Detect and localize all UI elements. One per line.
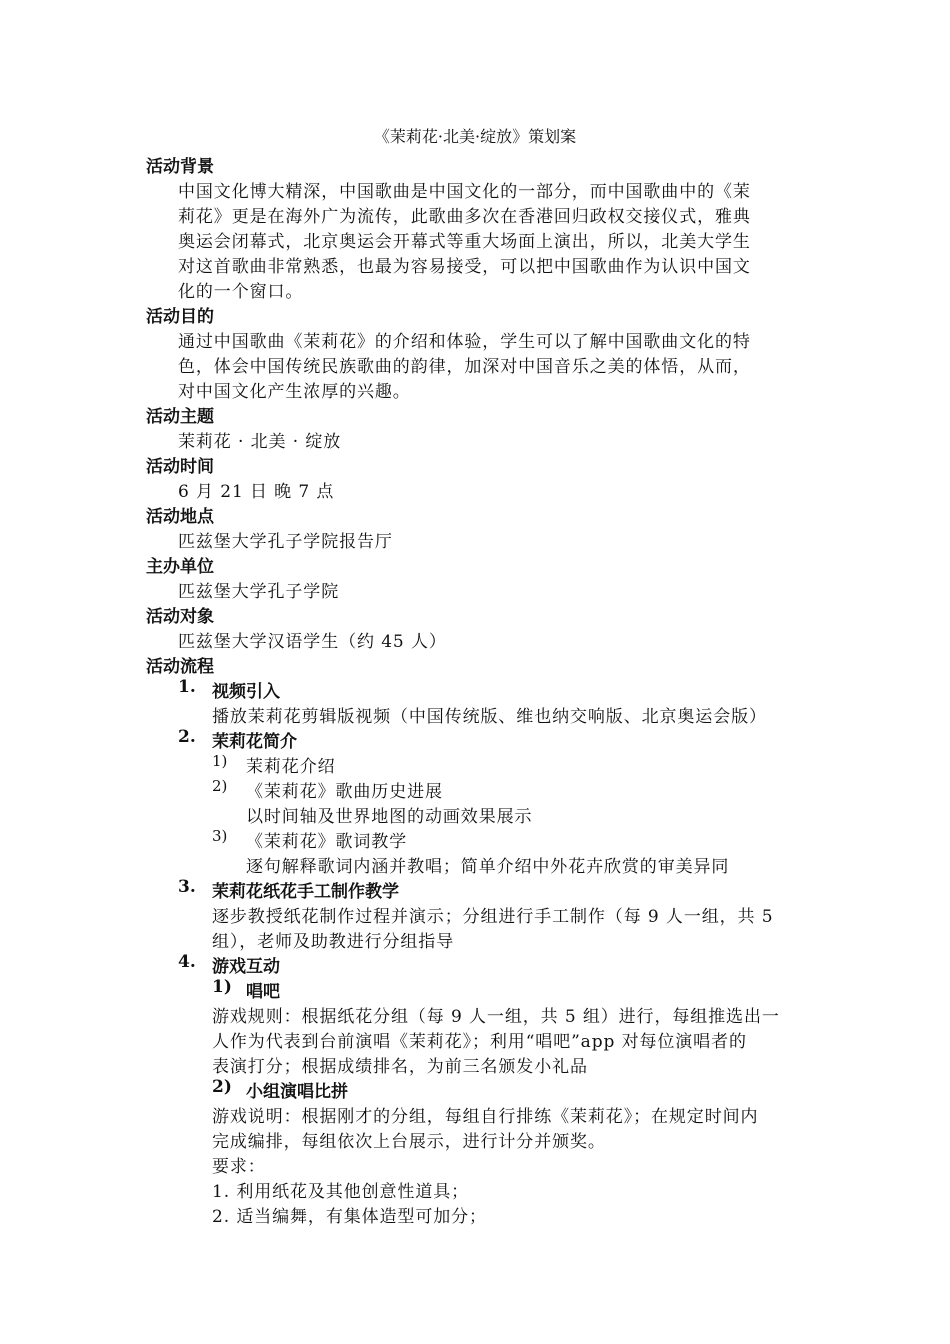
heading-time: 活动时间	[146, 457, 214, 477]
step-number: 4.	[178, 952, 196, 972]
background-line: 中国文化博大精深，中国歌曲是中国文化的一部分，而中国歌曲中的《茉	[178, 182, 751, 202]
audience-text: 匹兹堡大学汉语学生（约 45 人）	[178, 632, 447, 652]
step-text: 播放茉莉花剪辑版视频（中国传统版、维也纳交响版、北京奥运会版）	[212, 707, 767, 727]
game-text: 游戏规则：根据纸花分组（每 9 人一组，共 5 组）进行，每组推选出一	[212, 1007, 780, 1027]
time-text: 6 月 21 日 晚 7 点	[178, 482, 335, 502]
step-number: 2.	[178, 727, 196, 747]
game-text: 完成编排，每组依次上台展示，进行计分并颁奖。	[212, 1132, 606, 1152]
theme-text: 茉莉花 · 北美 · 绽放	[178, 432, 342, 452]
heading-process: 活动流程	[146, 657, 214, 677]
step-title: 茉莉花简介	[212, 732, 297, 752]
sub-item-text: 《茉莉花》歌词教学	[246, 832, 408, 852]
host-text: 匹兹堡大学孔子学院	[178, 582, 340, 602]
game-text: 1. 利用纸花及其他创意性道具；	[212, 1182, 470, 1202]
place-text: 匹兹堡大学孔子学院报告厅	[178, 532, 393, 552]
step-number: 1.	[178, 677, 196, 697]
heading-background: 活动背景	[146, 157, 214, 177]
sub-item-number: 3)	[212, 827, 228, 845]
purpose-line: 通过中国歌曲《茉莉花》的介绍和体验，学生可以了解中国歌曲文化的特	[178, 332, 751, 352]
background-line: 对这首歌曲非常熟悉，也最为容易接受，可以把中国歌曲作为认识中国文	[178, 257, 751, 277]
background-line: 奥运会闭幕式，北京奥运会开幕式等重大场面上演出，所以，北美大学生	[178, 232, 751, 252]
sub-item-number: 2)	[212, 777, 228, 795]
step-number: 3.	[178, 877, 196, 897]
step-text: 逐步教授纸花制作过程并演示；分组进行手工制作（每 9 人一组，共 5	[212, 907, 774, 927]
game-text: 表演打分；根据成绩排名，为前三名颁发小礼品	[212, 1057, 588, 1077]
sub-item-number: 1)	[212, 752, 228, 770]
heading-audience: 活动对象	[146, 607, 214, 627]
sub-item-detail: 以时间轴及世界地图的动画效果展示	[246, 807, 533, 827]
heading-theme: 活动主题	[146, 407, 214, 427]
purpose-line: 对中国文化产生浓厚的兴趣。	[178, 382, 411, 402]
step-title: 视频引入	[212, 682, 280, 702]
sub-item-detail: 逐句解释歌词内涵并教唱；简单介绍中外花卉欣赏的审美异同	[246, 857, 730, 877]
step-title: 茉莉花纸花手工制作教学	[212, 882, 399, 902]
game-title: 唱吧	[246, 982, 280, 1002]
game-number: 1)	[212, 977, 232, 997]
game-text: 要求：	[212, 1157, 266, 1177]
game-number: 2)	[212, 1077, 232, 1097]
game-title: 小组演唱比拼	[246, 1082, 348, 1102]
background-line: 化的一个窗口。	[178, 282, 304, 302]
game-text: 人作为代表到台前演唱《茉莉花》；利用“唱吧”app 对每位演唱者的	[212, 1032, 747, 1052]
step-title: 游戏互动	[212, 957, 280, 977]
purpose-line: 色，体会中国传统民族歌曲的韵律，加深对中国音乐之美的体悟，从而，	[178, 357, 751, 377]
document-title: 《茉莉花·北美·绽放》策划案	[373, 127, 577, 146]
step-text: 组），老师及助教进行分组指导	[212, 932, 455, 952]
game-text: 2. 适当编舞，有集体造型可加分；	[212, 1207, 487, 1227]
sub-item-text: 茉莉花介绍	[246, 757, 336, 777]
heading-purpose: 活动目的	[146, 307, 214, 327]
game-text: 游戏说明：根据刚才的分组，每组自行排练《茉莉花》；在规定时间内	[212, 1107, 759, 1127]
sub-item-text: 《茉莉花》歌曲历史进展	[246, 782, 443, 802]
background-line: 莉花》更是在海外广为流传，此歌曲多次在香港回归政权交接仪式，雅典	[178, 207, 751, 227]
heading-place: 活动地点	[146, 507, 214, 527]
heading-host: 主办单位	[146, 557, 214, 577]
